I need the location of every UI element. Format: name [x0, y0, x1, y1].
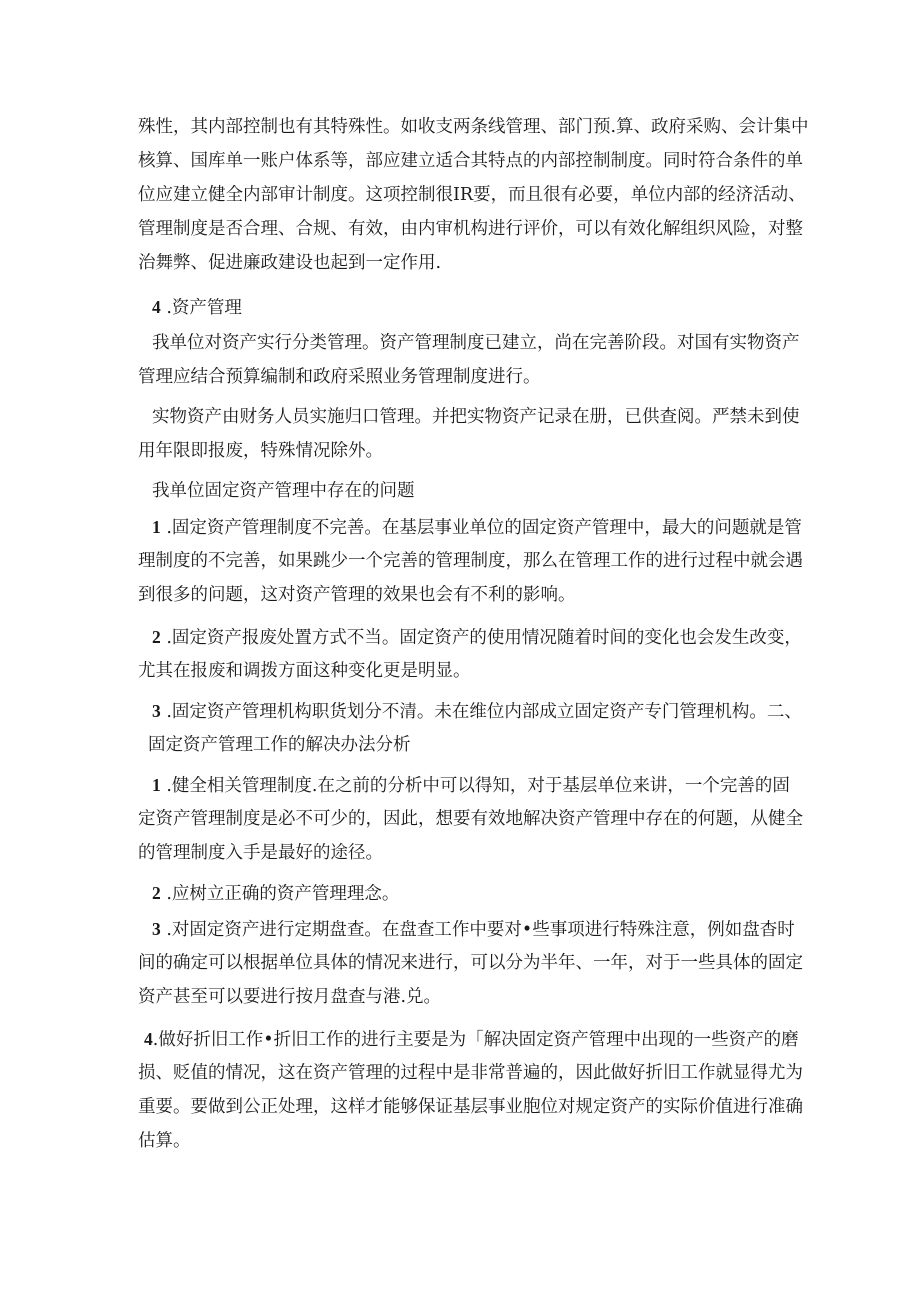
text-line: 位应建立健全内部审计制度。这项控制很IR要，而且很有必要，单位内部的经济活动、 [138, 185, 806, 205]
text-line: 固定资产管理工作的解决办法分析 [148, 735, 411, 755]
issue-item-3 [0, 694, 920, 762]
text-line: 我单位固定资产管理中存在的问题 [152, 481, 415, 501]
text-line: 核算、国库单一账户体系等，部应建立适合其特点的内部控制制度。同时符合条件的单 [138, 151, 803, 171]
text-line: 的管理制度入手是最好的途径。 [138, 843, 383, 863]
text-line: 4.做好折旧工作•折旧工作的进行主要是为「解决固定资产管理中出现的一些资产的磨 [144, 1029, 799, 1050]
text-line: 间的确定可以根据单位具体的情况来进行，可以分为半年、一年，对于一些具体的固定 [138, 953, 803, 973]
section-heading-asset-management [0, 290, 920, 324]
item-number: 2 [152, 883, 161, 903]
text-line: 我单位对资产实行分类管理。资产管理制度已建立，尚在完善阶段。对国有实物资产 [152, 333, 800, 353]
text-line: 管理应结合预算编制和政府采照业务管理制度进行。 [138, 367, 541, 387]
section-number: 4 [152, 297, 161, 317]
paragraph-intro [0, 110, 920, 280]
issue-item-2 [0, 620, 920, 688]
solution-item-1 [0, 768, 920, 870]
text-line: 资产甚至可以要进行按月盘查与港.兑。 [138, 987, 442, 1007]
text-line: 定资产管理制度是必不可少的，因此，想要有效地解决资产管理中存在的何题，从健全 [138, 809, 803, 829]
text-line: 尤其在报废和调拨方面这种变化更是明显。 [138, 661, 471, 681]
text-line: 殊性，其内部控制也有其特殊性。如收支两条线管理、部门预.算、政府采购、会计集中 [138, 117, 809, 137]
solution-item-2 [0, 876, 920, 910]
item-number: 3 [152, 701, 161, 721]
text-line: 损、贬值的情况，这在资产管理的过程中是非常普遍的，因此做好折旧工作就显得尤为 [138, 1063, 803, 1083]
text-line: 实物资产由财务人员实施归口管理。并把实物资产记录在册，已供查阅。严禁未到使 [152, 407, 800, 427]
item-number: 1 [152, 517, 161, 537]
item-number: 4 [144, 1029, 153, 1049]
heading-existing-issues [0, 474, 920, 508]
section-title: .资产管理 [160, 298, 242, 318]
text-line: 1 .健全相关管理制度.在之前的分析中可以得知，对于基层单位来讲，一个完善的固 [152, 775, 790, 796]
text-line: 1 .固定资产管理制度不完善。在基层事业单位的固定资产管理中，最大的问题就是管 [152, 517, 802, 538]
solution-item-3 [0, 912, 920, 1014]
text-line: 管理制度是否合理、合规、有效，由内审机构进行评价，可以有效化解组织风险，对整 [138, 219, 803, 239]
paragraph-classification [0, 326, 920, 394]
item-number: 3 [152, 919, 161, 939]
text-line: 2 .应树立正确的资产管理理念。 [152, 883, 400, 904]
text-line: 到很多的问题，这对资产管理的效果也会有不利的影响。 [138, 585, 576, 605]
issue-item-1 [0, 510, 920, 612]
text-line: 重要。要做到公正处理，这样才能够保证基层事业胞位对规定资产的实际价值进行准确 [138, 1097, 803, 1117]
text-line [0, 290, 920, 324]
text-line: 用年限即报废，特殊情况除外。 [138, 441, 383, 461]
solution-item-4 [0, 1022, 920, 1158]
text-line: 治舞弊、促进廉政建设也起到一定作用. [138, 253, 442, 273]
text-line: 2 .固定资产报废处置方式不当。固定资产的使用情况随着时间的变化也会发生改变， [152, 627, 802, 648]
text-line: 理制度的不完善，如果跳少一个完善的管理制度，那么在管理工作的进行过程中就会遇 [138, 551, 803, 571]
text-line: 3 .对固定资产进行定期盘查。在盘查工作中要对•些事项进行特殊注意，例如盘杳时 [152, 919, 795, 940]
paragraph-physical-assets [0, 400, 920, 468]
item-number: 2 [152, 627, 161, 647]
text-line: 3 .固定资产管理机构职货划分不清。未在维位内部成立固定资产专门管理机构。二、 [152, 701, 802, 722]
item-number: 1 [152, 775, 161, 795]
text-line: 估算。 [138, 1131, 191, 1151]
